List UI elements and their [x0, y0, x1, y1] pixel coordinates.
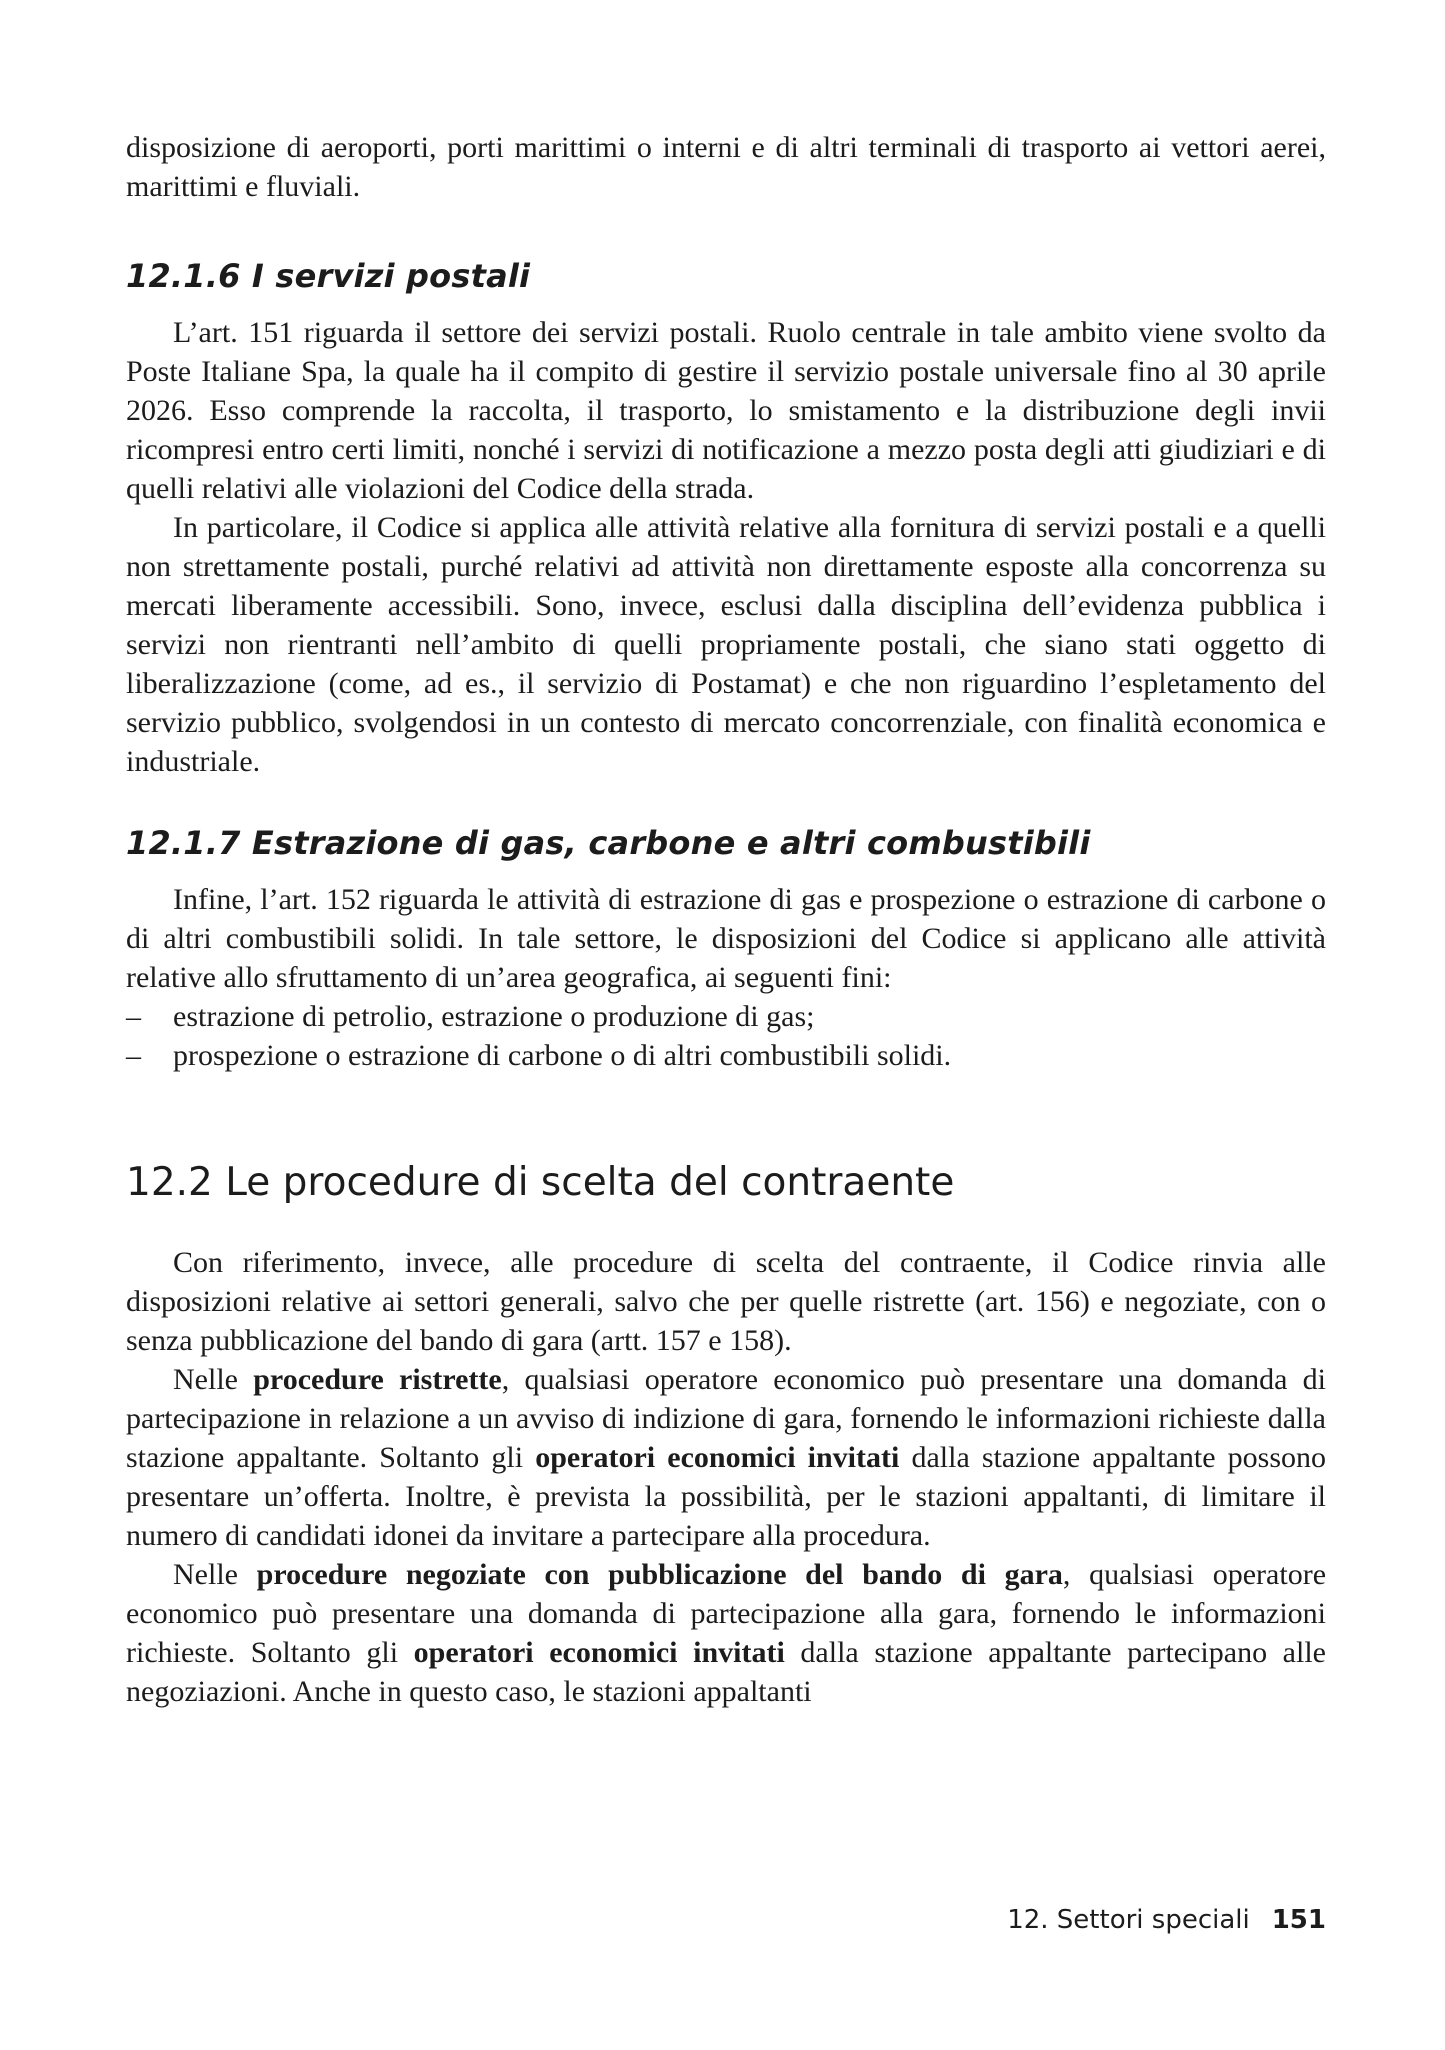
dash-marker: – — [126, 1000, 141, 1033]
intro-paragraph: disposizione di aeroporti, porti marittimi o interni e di altri terminali di trasporto ai vettori aerei, marittimi e fluviali. — [126, 131, 1326, 203]
paragraph-postal-1: L’art. 151 riguarda il settore dei servizi postali. Ruolo centrale in tale ambito viene svolto da Poste Italiane Spa, la quale ha il compito di gestire il servizio postale universale fino al 30 aprile 2026. Esso comprende la raccolta, il trasporto, lo smistamento e la distribuzione degli invii ricompresi entro certi limiti, nonché i servizi di notificazione a mezzo posta degli atti giudiziari e di quelli relativi alle violazioni del Codice della strada. — [126, 316, 1326, 505]
list-item — [126, 997, 1326, 1036]
list-item — [126, 1036, 1326, 1075]
heading-12-1-6: 12.1.6 I servizi postali — [126, 257, 531, 295]
text-run: Nelle — [173, 1558, 257, 1591]
text-run: , qualsiasi operatore economico può presentare una domanda di partecipazione in relazione a un avviso di indizione di gara, fornendo le informazioni richieste dalla stazione appaltante. Soltanto gli — [126, 1363, 1327, 1474]
paragraph-procedures-1: Con riferimento, invece, alle procedure di scelta del contraente, il Codice rinvia alle disposizioni relative ai settori generali, salvo che per quelle ristrette (art. 156) e negoziate, con o senza pubblicazione del bando di gara (artt. 157 e 158). — [126, 1246, 1326, 1357]
extraction-list — [126, 997, 1326, 1075]
page-footer — [1007, 1903, 1326, 1937]
term-operatori-invitati: operatori economici invitati — [413, 1636, 785, 1669]
text-run: Nelle — [173, 1363, 254, 1396]
dash-marker: – — [126, 1039, 141, 1072]
paragraph-procedures-2 — [126, 1360, 1326, 1555]
heading-12-2: 12.2 Le procedure di scelta del contraente — [126, 1160, 955, 1205]
list-item-text: estrazione di petrolio, estrazione o produzione di gas; — [173, 1000, 815, 1033]
running-footer-chapter: 12. Settori speciali — [1007, 1905, 1250, 1935]
paragraph-procedures-3 — [126, 1555, 1326, 1711]
term-operatori-invitati: operatori economici invitati — [535, 1441, 900, 1474]
term-procedure-negoziate: procedure negoziate con pubblicazione del bando di gara — [256, 1558, 1063, 1591]
page-number: 151 — [1271, 1905, 1326, 1935]
paragraph-extraction-1: Infine, l’art. 152 riguarda le attività di estrazione di gas e prospezione o estrazione di carbone o di altri combustibili solidi. In tale settore, le disposizioni del Codice si applicano alle attività relative allo sfruttamento di un’area geografica, ai seguenti fini: — [126, 883, 1326, 994]
page-body — [126, 128, 1326, 1711]
text-run: dalla stazione appaltante partecipano alle negoziazioni. Anche in questo caso, le stazioni appaltanti — [126, 1636, 1326, 1708]
term-procedure-ristrette: procedure ristrette — [253, 1363, 502, 1396]
text-run: , qualsiasi operatore economico può presentare una domanda di partecipazione alla gara, fornendo le informazioni richieste. Soltanto gli — [126, 1558, 1327, 1669]
heading-12-1-7: 12.1.7 Estrazione di gas, carbone e altri combustibili — [126, 824, 1091, 862]
text-run: dalla stazione appaltante possono presentare un’offerta. Inoltre, è prevista la possibilità, per le stazioni appaltanti, di limitare il numero di candidati idonei da invitare a partecipare alla procedura. — [126, 1441, 1327, 1552]
list-item-text: prospezione o estrazione di carbone o di altri combustibili solidi. — [173, 1039, 952, 1072]
paragraph-postal-2: In particolare, il Codice si applica alle attività relative alla fornitura di servizi postali e a quelli non strettamente postali, purché relativi ad attività non direttamente esposte alla concorrenza su mercati liberamente accessibili. Sono, invece, esclusi dalla disciplina dell’evidenza pubblica i servizi non rientranti nell’ambito di quelli propriamente postali, che siano stati oggetto di liberalizzazione (come, ad es., il servizio di Postamat) e che non riguardino l’espletamento del servizio pubblico, svolgendosi in un contesto di mercato concorrenziale, con finalità economica e industriale. — [126, 511, 1326, 778]
